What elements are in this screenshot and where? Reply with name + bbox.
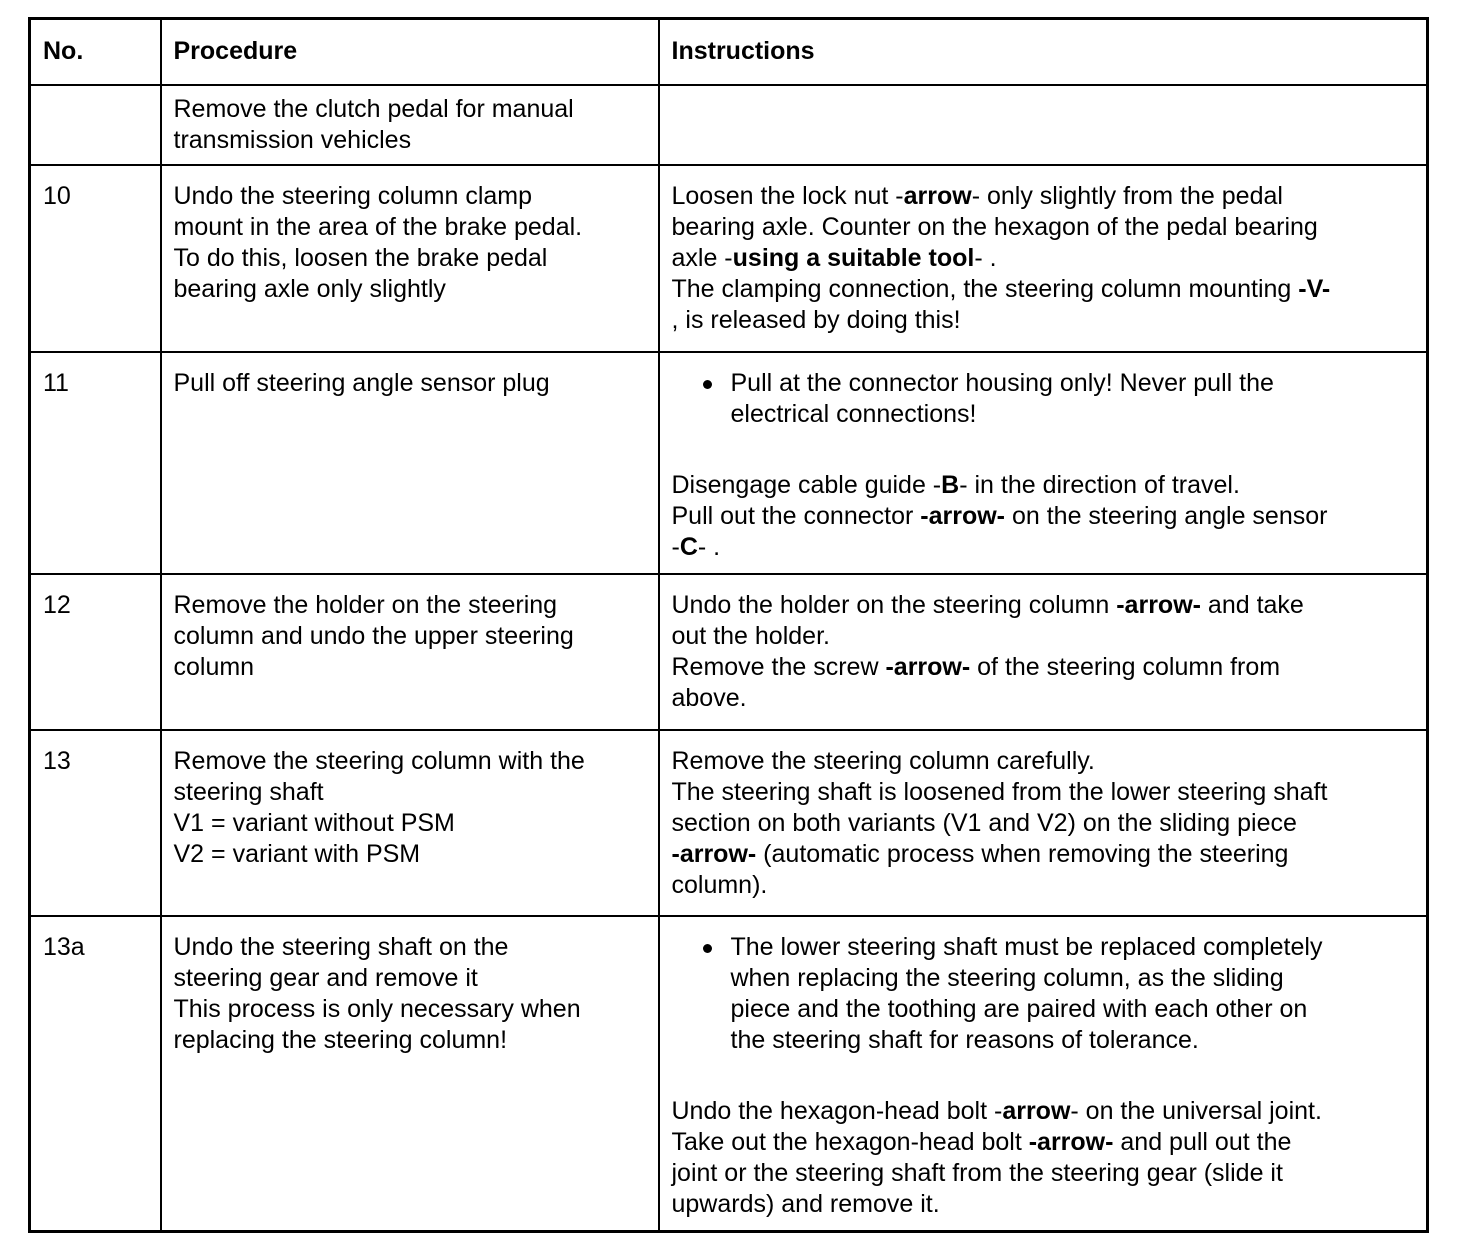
instruction-line: , is released by doing this! <box>671 305 961 334</box>
instructions-cell <box>659 916 1428 1232</box>
text-run: Remove the screw <box>671 652 886 681</box>
emphasis: -V- <box>1298 274 1331 303</box>
header-row <box>30 19 1428 85</box>
bullet-item <box>672 368 1417 430</box>
instruction-line: column). <box>671 870 768 899</box>
procedure-line: bearing axle only slightly <box>173 274 446 303</box>
text-run: Pull out the connector <box>671 501 921 530</box>
text-run: - only slightly from the pedal <box>971 181 1283 210</box>
emphasis: arrow <box>1002 1096 1071 1125</box>
text-run: and pull out the <box>1113 1127 1292 1156</box>
procedure-line: column <box>173 652 255 681</box>
procedure-line: Undo the steering column clamp <box>173 181 533 210</box>
emphasis: using a suitable tool <box>732 243 975 272</box>
emphasis: -arrow- <box>1028 1127 1114 1156</box>
instructions-cell <box>659 85 1428 165</box>
bullet-line: the steering shaft for reasons of tolerance. <box>730 1025 1199 1054</box>
procedure-line: steering gear and remove it <box>173 963 478 992</box>
procedure-cell <box>161 85 659 165</box>
instruction-line <box>672 243 1417 274</box>
procedure-line: Remove the holder on the steering <box>173 590 558 619</box>
procedure-cell <box>161 916 659 1232</box>
text-run: - <box>671 532 680 561</box>
instructions-cell <box>659 730 1428 916</box>
instruction-line: joint or the steering shaft from the steering gear (slide it <box>671 1158 1283 1187</box>
procedure-line: This process is only necessary when <box>173 994 581 1023</box>
header-instructions: Instructions <box>659 19 1428 85</box>
instruction-line <box>672 590 1417 621</box>
row-number: 12 <box>30 574 161 730</box>
text-run: - on the universal joint. <box>1070 1096 1322 1125</box>
procedure-line: transmission vehicles <box>173 125 412 154</box>
instruction-line <box>672 652 1417 683</box>
emphasis: C <box>679 532 698 561</box>
procedure-line: replacing the steering column! <box>173 1025 508 1054</box>
bullet-item <box>672 932 1417 1056</box>
emphasis: -arrow- <box>671 839 757 868</box>
text-run: axle - <box>671 243 733 272</box>
procedure-line: V1 = variant without PSM <box>173 808 455 837</box>
text-run: of the steering column from <box>970 652 1281 681</box>
procedure-line: Remove the steering column with the <box>173 746 585 775</box>
table-row <box>30 574 1428 730</box>
procedure-line: Undo the steering shaft on the <box>173 932 509 961</box>
table-row <box>30 352 1428 574</box>
procedure-line: column and undo the upper steering <box>173 621 574 650</box>
text-run: Undo the holder on the steering column <box>671 590 1117 619</box>
text-run: Take out the hexagon-head bolt <box>671 1127 1029 1156</box>
instruction-line: upwards) and remove it. <box>671 1189 940 1218</box>
instructions-cell <box>659 352 1428 574</box>
text-run: and take <box>1200 590 1304 619</box>
instruction-line: above. <box>671 683 747 712</box>
instruction-line: The steering shaft is loosened from the lower steering shaft <box>671 777 1328 806</box>
instruction-line <box>672 274 1417 305</box>
procedure-line: To do this, loosen the brake pedal <box>173 243 548 272</box>
instruction-line <box>672 839 1417 870</box>
procedure-cell <box>161 352 659 574</box>
text-run: - . <box>697 532 721 561</box>
procedure-cell <box>161 165 659 352</box>
text-run: Disengage cable guide - <box>671 470 942 499</box>
procedure-line: Remove the clutch pedal for manual <box>173 94 574 123</box>
instruction-line <box>672 470 1417 501</box>
emphasis: B <box>941 470 960 499</box>
table-row <box>30 85 1428 165</box>
bullet-line: electrical connections! <box>730 399 977 428</box>
instruction-line: out the holder. <box>671 621 830 650</box>
emphasis: arrow <box>903 181 972 210</box>
procedure-line: mount in the area of the brake pedal. <box>173 212 583 241</box>
instructions-cell <box>659 165 1428 352</box>
table-row <box>30 165 1428 352</box>
instruction-line: bearing axle. Counter on the hexagon of the pedal bearing <box>671 212 1318 241</box>
row-number: 11 <box>30 352 161 574</box>
row-number: 13a <box>30 916 161 1232</box>
row-number <box>30 85 161 165</box>
text-run: on the steering angle sensor <box>1005 501 1328 530</box>
row-number: 10 <box>30 165 161 352</box>
emphasis: -arrow- <box>885 652 971 681</box>
instructions-cell <box>659 574 1428 730</box>
text-run: (automatic process when removing the steering <box>756 839 1289 868</box>
row-number: 13 <box>30 730 161 916</box>
bullet-line: Pull at the connector housing only! Never pull the <box>730 368 1274 397</box>
procedure-line: Pull off steering angle sensor plug <box>173 368 550 397</box>
procedure-line: V2 = variant with PSM <box>173 839 421 868</box>
header-no: No. <box>30 19 161 85</box>
text-run: - . <box>974 243 997 272</box>
procedure-table <box>28 17 1429 1233</box>
procedure-cell <box>161 730 659 916</box>
procedure-line: steering shaft <box>173 777 324 806</box>
emphasis: -arrow- <box>1116 590 1201 619</box>
text-run: Undo the hexagon-head bolt - <box>671 1096 1003 1125</box>
instruction-line <box>672 532 1417 563</box>
table-row <box>30 730 1428 916</box>
instruction-line <box>672 501 1417 532</box>
bullet-line: when replacing the steering column, as the sliding <box>730 963 1284 992</box>
procedure-cell <box>161 574 659 730</box>
table-row <box>30 916 1428 1232</box>
instruction-line <box>672 1127 1417 1158</box>
instruction-line: section on both variants (V1 and V2) on the sliding piece <box>671 808 1297 837</box>
emphasis: -arrow- <box>920 501 1006 530</box>
text-run: Loosen the lock nut - <box>671 181 904 210</box>
header-procedure: Procedure <box>161 19 659 85</box>
instruction-line <box>672 181 1417 212</box>
text-run: The clamping connection, the steering column mounting <box>671 274 1299 303</box>
bullet-line: piece and the toothing are paired with each other on <box>730 994 1308 1023</box>
instruction-line <box>672 1096 1417 1127</box>
instruction-line: Remove the steering column carefully. <box>671 746 1095 775</box>
bullet-line: The lower steering shaft must be replaced completely <box>730 932 1323 961</box>
text-run: - in the direction of travel. <box>959 470 1240 499</box>
